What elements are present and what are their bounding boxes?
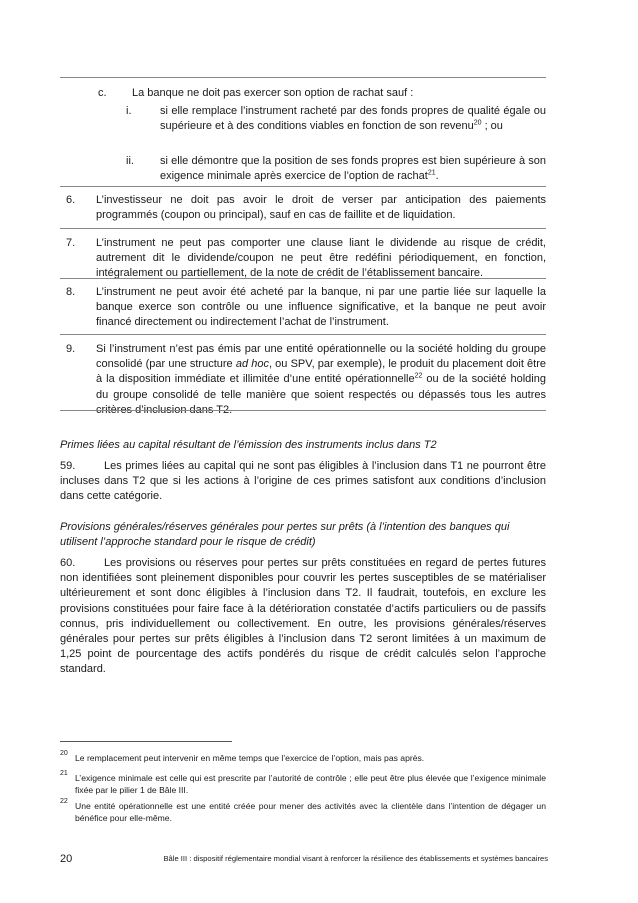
table-rule [60,278,546,279]
table-rule [60,186,546,187]
footnote-text-22: Une entité opérationnelle est une entité créée pour mener des activités avec la clientèle dans l’intention de dégager un bénéfice pour elle-même. [75,801,546,824]
criterion-text: L’instrument ne peut pas comporter une clause liant le dividende au risque de crédit, autrement dit le dividende/coupon ne peut être redéfini périodiquement, en fonction, intégralement ou partiellement, de la note de crédit de l’établissement bancaire. [96,237,546,280]
paragraph-60: 60. Les provisions ou réserves pour pertes sur prêts constituées en regard de pertes futures non identifiées sont pleinement disponibles pour couvrir les pertes susceptibles de se matérialiser ultérieurement et sont donc éligibles à l’inclusion dans T2. Il faudrait, toutefois, en exclure les provisions constituées pour faire face à la détérioration constatée d’actifs particuliers ou de passifs connus, pris individuellement ou collectivement. En outre, les provisions générales/réserves générales pour pertes sur prêts éligibles à l’inclusion dans T2 seront limitées à un maximum de 1,25 point de pourcentage des actifs pondérés du risque de crédit calculés selon l’approche standard. [60,557,546,676]
criterion-c-label: c. [98,87,107,99]
paragraph-number: 59. [60,460,76,472]
criterion-text: L’investisseur ne doit pas avoir le droit de verser par anticipation des paiements programmés (coupon ou principal), sauf en cas de faillite et de liquidation. [96,194,546,222]
sub-item-i-label: i. [126,105,132,117]
footnote-separator [60,741,232,742]
criterion-c-text: La banque ne doit pas exercer son option de rachat sauf : [132,87,414,99]
paragraph-number: 60. [60,557,76,569]
sub-item-ii-text: si elle démontre que la position de ses fonds propres est bien supérieure à son exigence minimale après exercice de l’option de rachat$^{21}$. [160,155,546,183]
table-rule [60,228,546,229]
sub-item-i-text: si elle remplace l’instrument racheté par des fonds propres de qualité égale ou supérieure et à des conditions viables en fonction de son revenu$^{20}$ ; ou [160,105,546,133]
section-heading-provisions: Provisions générales/réserves générales pour pertes sur prêts (à l’intention des banques qui utilisent l’approche standard pour le risque de crédit) [60,521,510,549]
footnote-number: 22 [60,798,68,805]
criterion-number: 7. [66,237,76,249]
footnote-ref-22[interactable]: 22 [414,372,423,380]
footnote-ref-21[interactable]: 21 [427,169,436,177]
paragraph-59: 59. Les primes liées au capital qui ne sont pas éligibles à l’inclusion dans T1 ne pourront être incluses dans T2 que si les actions à l’origine de ces primes satisfont aux conditions d’inclusion dans cette catégorie. [60,460,546,503]
criterion-text: Si l’instrument n’est pas émis par une entité opérationnelle ou la société holding du groupe consolidé (par une structure ad hoc, ou SPV, par exemple), le produit du placement doit être à la disposition immédiate et illimitée d’une entité opérationnelle$^{22}$ ou de la société holding du groupe consolidé de telle manière que soient respectés ou dépassés tous les autres critères d’inclusion dans T2. [96,343,546,416]
footnote-number: 21 [60,770,68,777]
criterion-number: 8. [66,286,76,298]
table-rule [60,77,546,78]
footnote-number: 20 [60,750,68,757]
sub-item-ii-label: ii. [126,155,134,167]
table-rule [60,334,546,335]
table-rule [60,410,546,411]
footnote-text-20: Le remplacement peut intervenir en même temps que l’exercice de l’option, mais pas après. [75,753,425,763]
footnote-ref-20[interactable]: 20 [473,119,482,127]
page-number: 20 [60,853,73,865]
running-footer: Bâle III : dispositif réglementaire mondial visant à renforcer la résilience des établissements et systèmes bancaires [163,854,548,863]
footnote-text-21: L’exigence minimale est celle qui est prescrite par l’autorité de contrôle ; elle peut être plus élevée que l’exigence minimale fixée par le pilier 1 de Bâle III. [75,773,546,796]
section-heading-primes: Primes liées au capital résultant de l’émission des instruments inclus dans T2 [60,439,437,451]
criterion-text: L’instrument ne peut avoir été acheté par la banque, ni par une partie liée sur laquelle la banque exerce son contrôle ou une influence significative, et la banque ne peut avoir financé directement ou indirectement l’achat de l’instrument. [96,286,546,329]
criterion-number: 9. [66,343,76,355]
criterion-number: 6. [66,194,76,206]
